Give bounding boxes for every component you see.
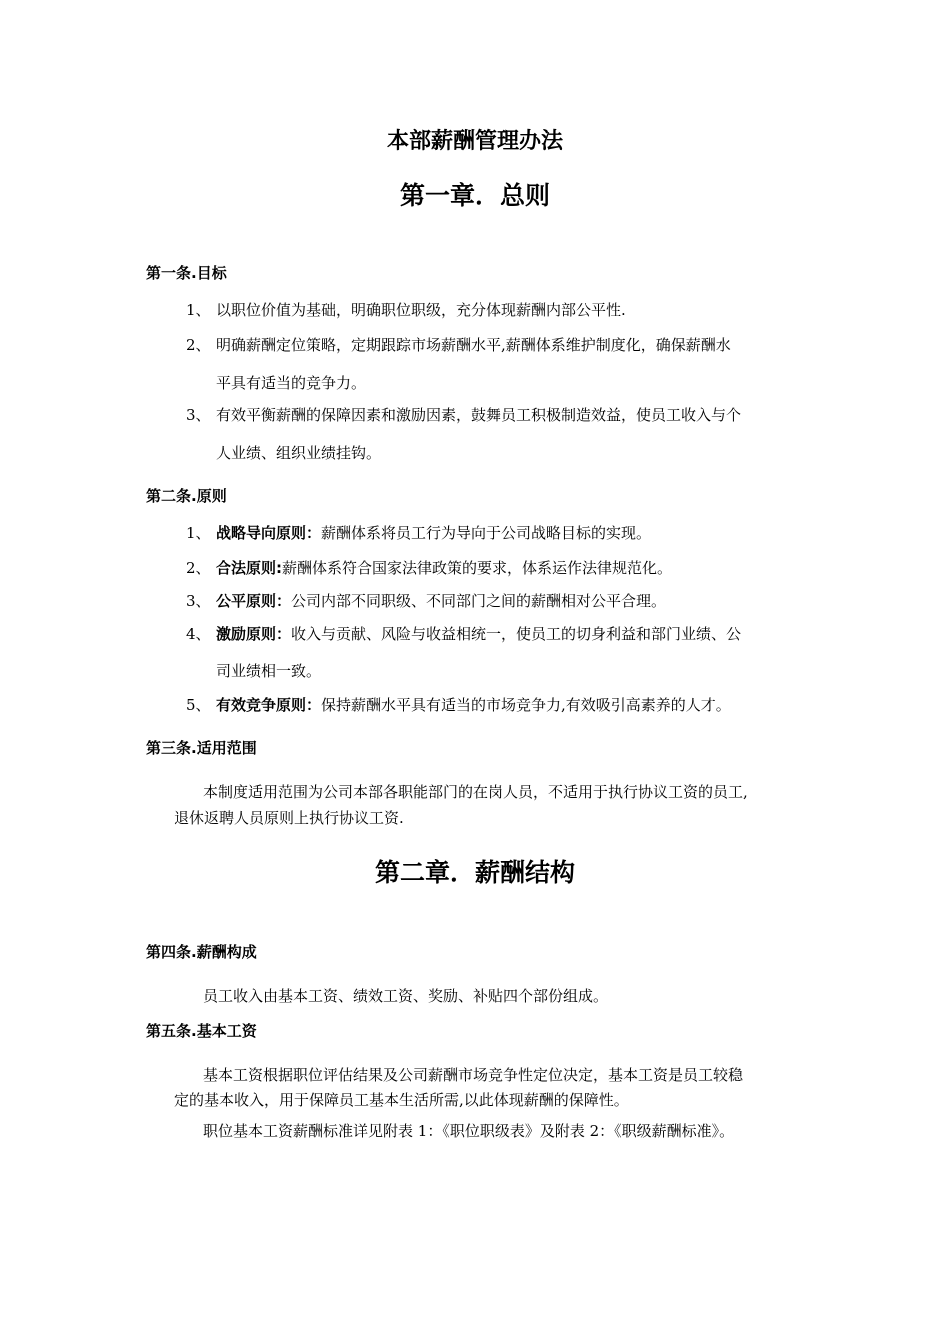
article-3-text-continued: 退休返聘人员原则上执行协议工资.	[174, 809, 404, 827]
principle-term: 战略导向原则：	[216, 524, 322, 542]
list-item-text: 以职位价值为基础，明确职位职级，充分体现薪酬内部公平性.	[216, 301, 626, 319]
list-item-text	[216, 590, 666, 611]
list-item-number: 2、	[186, 336, 211, 354]
list-item-text: 有效平衡薪酬的保障因素和激励因素，鼓舞员工积极制造效益，使员工收入与个	[216, 406, 742, 424]
principle-term: 有效竞争原则：	[216, 696, 322, 714]
principle-term: 合法原则:	[216, 559, 282, 577]
article-3-text: 本制度适用范围为公司本部各职能部门的在岗人员，不适用于执行协议工资的员工,	[203, 783, 748, 801]
list-item-number: 3、	[186, 592, 211, 610]
list-item-number: 5、	[186, 696, 211, 714]
list-item-text-continued: 人业绩、组织业绩挂钩。	[216, 444, 382, 462]
article-4-text: 员工收入由基本工资、绩效工资、奖励、补贴四个部份组成。	[203, 987, 609, 1005]
principle-description: 公司内部不同职级、不同部门之间的薪酬相对公平合理。	[291, 592, 667, 610]
chapter-1-title: 第一章．总则	[399, 181, 550, 210]
article-3-heading: 第三条.适用范围	[146, 739, 257, 757]
article-4-heading: 第四条.薪酬构成	[146, 943, 257, 961]
list-item-text-continued: 平具有适当的竞争力。	[216, 374, 367, 392]
list-item-text-continued: 司业绩相一致。	[216, 662, 322, 680]
list-item-number: 4、	[186, 625, 211, 643]
article-5-text-continued: 定的基本收入，用于保障员工基本生活所需,以此体现薪酬的保障性。	[174, 1091, 629, 1109]
article-5-reference: 职位基本工资薪酬标准详见附表 1：《职位职级表》及附表 2：《职级薪酬标准》。	[203, 1122, 735, 1140]
principle-description: 薪酬体系符合国家法律政策的要求，体系运作法律规范化。	[282, 559, 673, 577]
article-5-text: 基本工资根据职位评估结果及公司薪酬市场竞争性定位决定，基本工资是员工较稳	[203, 1066, 744, 1084]
list-item-text	[216, 694, 731, 715]
article-2-heading: 第二条.原则	[146, 487, 227, 505]
chapter-2-title: 第二章．薪酬结构	[374, 858, 575, 887]
list-item-text	[216, 623, 741, 644]
article-1-heading: 第一条.目标	[146, 264, 227, 282]
principle-term: 激励原则：	[216, 625, 292, 643]
document-title: 本部薪酬管理办法	[386, 129, 563, 154]
list-item-text: 明确薪酬定位策略，定期跟踪市场薪酬水平,薪酬体系维护制度化，确保薪酬水	[216, 336, 731, 354]
principle-description: 薪酬体系将员工行为导向于公司战略目标的实现。	[321, 524, 652, 542]
list-item-text	[216, 522, 651, 543]
list-item-text	[216, 557, 672, 578]
list-item-number: 1、	[186, 301, 211, 319]
principle-description: 保持薪酬水平具有适当的市场竞争力,有效吸引高素养的人才。	[321, 696, 731, 714]
list-item-number: 3、	[186, 406, 211, 424]
article-5-heading: 第五条.基本工资	[146, 1022, 257, 1040]
principle-description: 收入与贡献、风险与收益相统一，使员工的切身利益和部门业绩、公	[291, 625, 742, 643]
list-item-number: 2、	[186, 559, 211, 577]
principle-term: 公平原则：	[216, 592, 292, 610]
list-item-number: 1、	[186, 524, 211, 542]
